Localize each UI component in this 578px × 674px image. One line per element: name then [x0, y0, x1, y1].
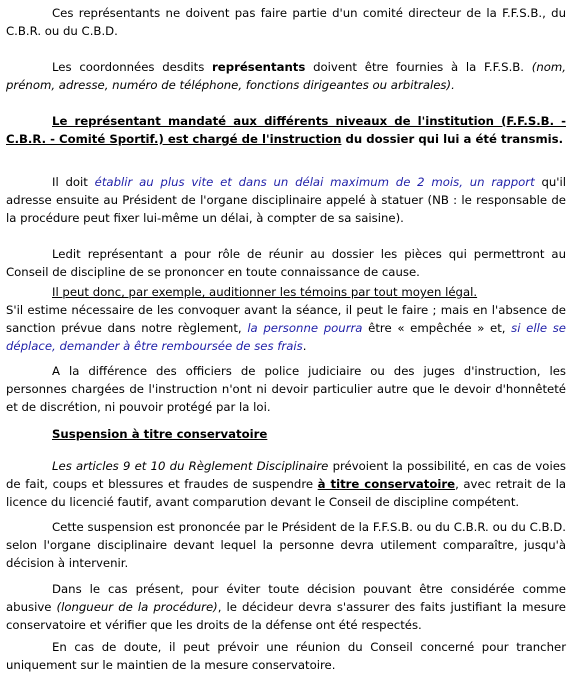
- paragraph-role-representant: Ledit représentant a pour rôle de réunir au dossier les pièces qui permettront au Conseil de discipline de se prononcer en toute connaissance de cause.: [6, 247, 566, 279]
- paragraph-cas-doute: En cas de doute, il peut prévoir une réunion du Conseil concerné pour trancher uniquement sur le maintien de la mesure conservatoire.: [6, 640, 566, 672]
- paragraph-suspension-prononcee: Cette suspension est prononcée par le Président de la F.F.S.B. ou du C.B.R. ou du C.B.D. selon l'organe disciplinaire devant lequel la personne devra utilement comparaître, jusqu'à décision à intervenir.: [6, 520, 566, 570]
- paragraph-officiers-police: A la différence des officiers de police judiciaire ou des juges d'instruction, les personnes chargées de l'instruction n'ont ni devoir particulier autre que le devoir d'honnêteté et de discrétion, ni pouvoir protégé par la loi.: [6, 364, 566, 414]
- paragraph-rapport: Il doit établir au plus vite et dans un délai maximum de 2 mois, un rapport qu'il adresse ensuite au Président de l'organe disciplinaire appelé à statuer (NB : le responsable de la procédure peut fixer lui-même un délai, à compter de sa saisine).: [6, 175, 566, 225]
- paragraph-representant-mandate: Le représentant mandaté aux différents niveaux de l'institution (F.F.S.B. - C.B.R. - Comité Sportif.) est chargé de l'instruction du dossier qui lui a été transmis.: [6, 114, 566, 146]
- paragraph-audition-temoins: Il peut donc, par exemple, auditionner les témoins par tout moyen légal. S'il estime nécessaire de les convoquer avant la séance, il peut le faire ; mais en l'absence de sanction prévue dans notre règlement, la personne pourra être « empêchée » et, si elle se déplace, demander à être remboursée de ses frais.: [6, 285, 566, 353]
- section-heading-suspension: Suspension à titre conservatoire: [52, 427, 268, 441]
- paragraph-coordonnees: Les coordonnées desdits représentants doivent être fournies à la F.F.S.B. (nom, prénom, adresse, numéro de téléphone, fonctions dirigeantes ou arbitrales).: [6, 60, 566, 92]
- paragraph-representants-exclusion: Ces représentants ne doivent pas faire partie d'un comité directeur de la F.F.S.B., du C.B.R. ou du C.B.D.: [6, 6, 566, 38]
- paragraph-articles-9-10: Les articles 9 et 10 du Règlement Disciplinaire prévoient la possibilité, en cas de voies de fait, coups et blessures et fraudes de suspendre à titre conservatoire, avec retrait de la licence du licencié fautif, avant comparution devant le Conseil de discipline compétent.: [6, 459, 566, 509]
- paragraph-cas-present: Dans le cas présent, pour éviter toute décision pouvant être considérée comme abusive (longueur de la procédure), le décideur devra s'assurer des faits justifiant la mesure conservatoire et vérifier que les droits de la défense ont été respectés.: [6, 582, 566, 632]
